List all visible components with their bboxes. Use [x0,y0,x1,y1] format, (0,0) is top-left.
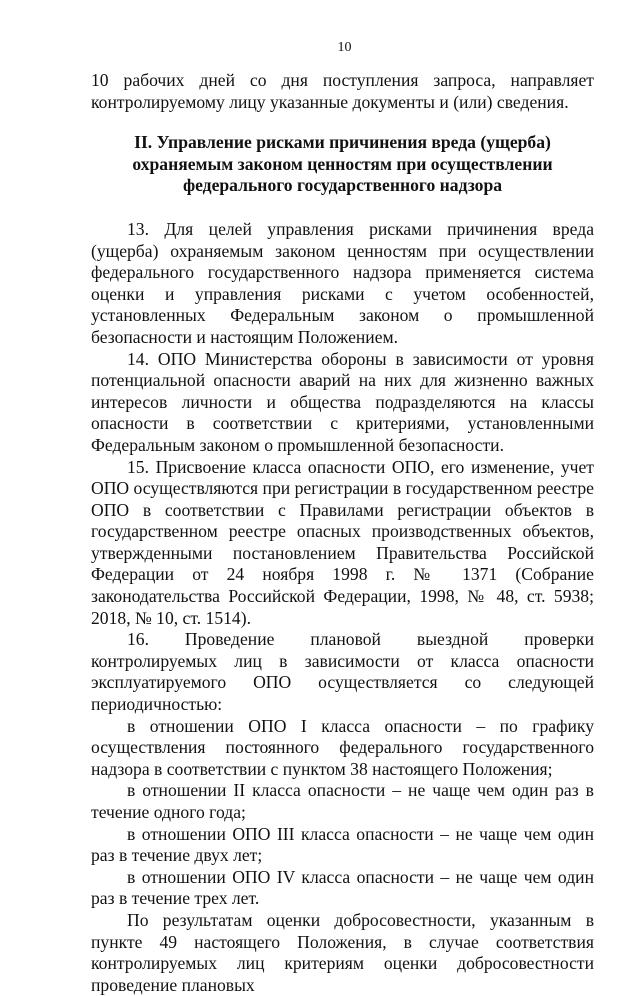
paragraph-13: 13. Для целей управления рисками причинения вреда (ущерба) охраняемым законом ценностям при осуществлении федерального государственного надзора применяется система оценки и управления рисками с учетом особенностей, установленных Федеральным законом о промышленной безопасности и настоящим Положением. [91,218,594,347]
section-heading-line-2: охраняемым законом ценностям при осуществлении [132,153,553,174]
paragraph-good-faith: По результатам оценки добросовестности, указанным в пункте 49 настоящего Положения, в случае соответствия контролируемых лиц критериям оценки добросовестности проведение плановых [91,909,594,995]
paragraph-class-1: в отношении ОПО I класса опасности – по графику осуществления постоянного федерального государственного надзора в соответствии с пунктом 38 настоящего Положения; [91,715,594,779]
paragraph-class-3: в отношении ОПО III класса опасности – не чаще чем один раз в течение двух лет; [91,823,594,866]
section-heading [91,132,594,197]
intro-paragraph: 10 рабочих дней со дня поступления запроса, направляет контролируемому лицу указанные документы и (или) сведения. [91,70,594,112]
page-number: 10 [337,40,352,55]
section-heading-line-1: II. Управление рисками причинения вреда (ущерба) [134,132,551,153]
section-heading-line-3: федерального государственного надзора [182,175,503,196]
paragraph-15: 15. Присвоение класса опасности ОПО, его изменение, учет ОПО осуществляются при регистрации в государственном реестре ОПО в соответствии с Правилами регистрации объектов в государственном реестре опасных производственных объектов, утвержденными постановлением Правительства Российской Федерации от 24 ноября 1998 г. № 1371 (Собрание законодательства Российской Федерации, 1998, № 48, ст. 5938; 2018, № 10, ст. 1514). [91,456,594,628]
paragraph-16: 16. Проведение плановой выездной проверки контролируемых лиц в зависимости от класса опасности эксплуатируемого ОПО осуществляется со следующей периодичностью: [91,629,594,715]
paragraph-14: 14. ОПО Министерства обороны в зависимости от уровня потенциальной опасности аварий на них для жизненно важных интересов личности и общества подразделяются на классы опасности в соответствии с критериями, установленными Федеральным законом о промышленной безопасности. [91,348,594,455]
paragraph-class-4: в отношении ОПО IV класса опасности – не чаще чем один раз в течение трех лет. [91,866,594,909]
paragraph-class-2: в отношении II класса опасности – не чаще чем один раз в течение одного года; [91,780,594,822]
